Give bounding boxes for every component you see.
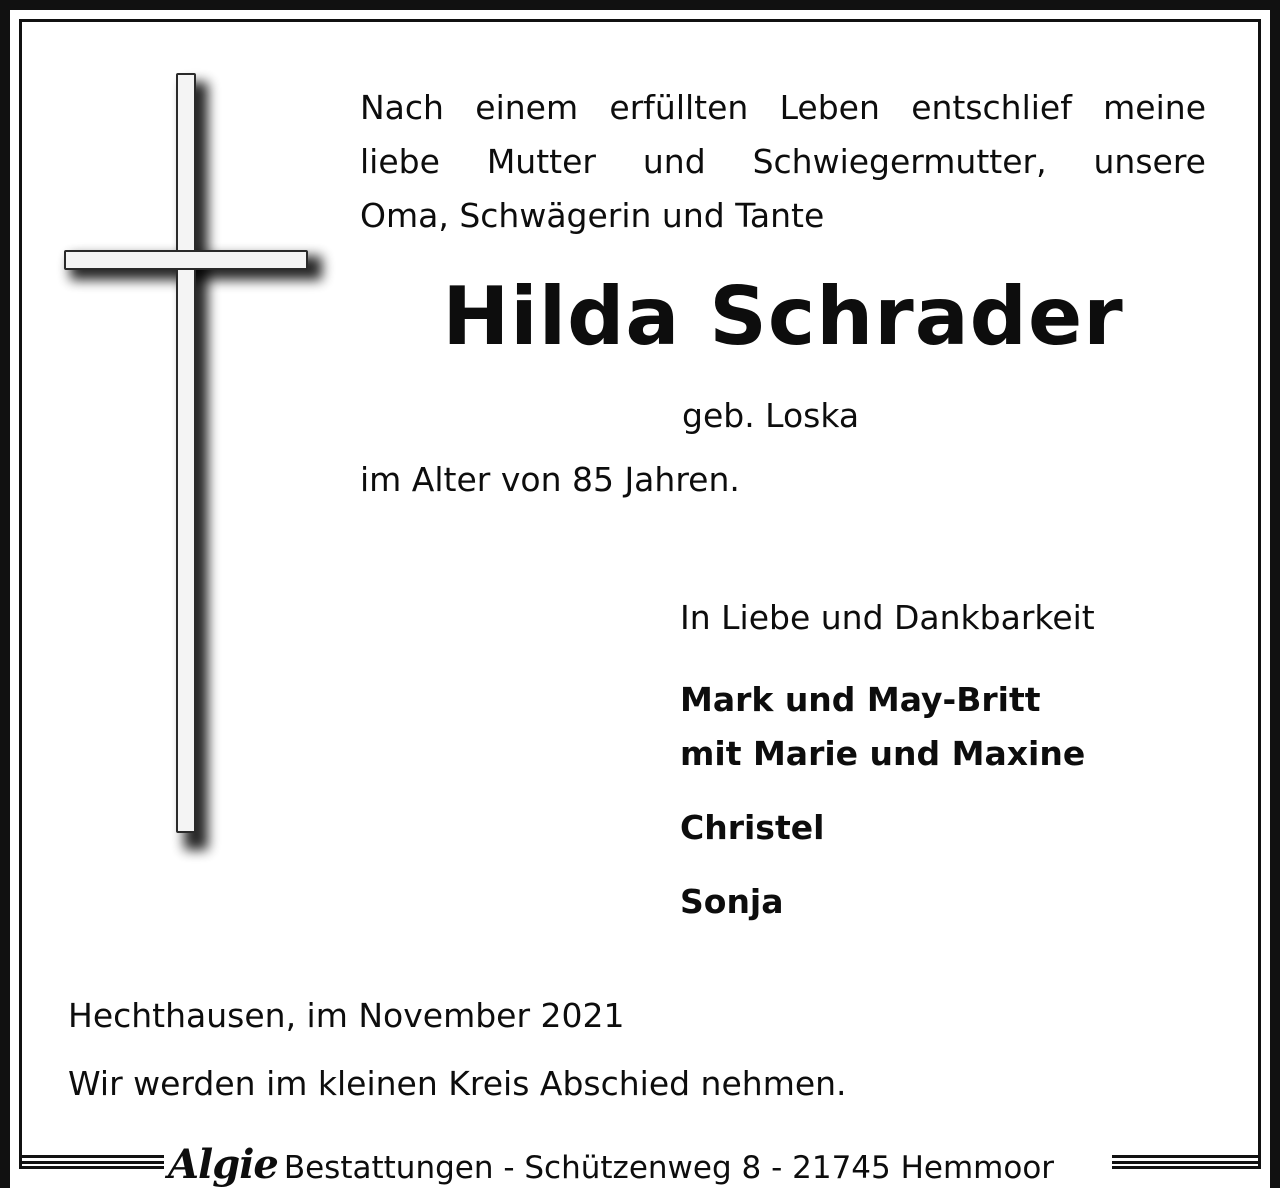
mourner-line-4: Sonja [680,882,784,921]
bottom-rule-left [19,1155,164,1169]
deceased-name: Hilda Schrader [442,270,1124,363]
funeral-home-footer [168,1141,1055,1188]
intro-line-3: Oma, Schwägerin und Tante [360,196,825,235]
intro-line-1: Nach einem erfüllten Leben entschlief meine [360,88,1206,127]
place-date: Hechthausen, im November 2021 [68,996,625,1035]
birth-name: geb. Loska [682,396,860,435]
mourner-line-1: Mark und May-Britt [680,680,1041,719]
funeral-home-logo: Algie [168,1141,278,1188]
mourner-line-2: mit Marie und Maxine [680,734,1086,773]
mourners-intro: In Liebe und Dankbarkeit [680,598,1095,637]
farewell-note: Wir werden im kleinen Kreis Abschied nehmen. [68,1064,847,1103]
age-line: im Alter von 85 Jahren. [360,460,740,499]
intro-line-2: liebe Mutter und Schwiegermutter, unsere [360,142,1206,181]
bottom-rule-right [1112,1155,1261,1169]
mourner-line-3: Christel [680,808,825,847]
funeral-home-address: Bestattungen - Schützenweg 8 - 21745 Hemmoor [283,1150,1055,1186]
